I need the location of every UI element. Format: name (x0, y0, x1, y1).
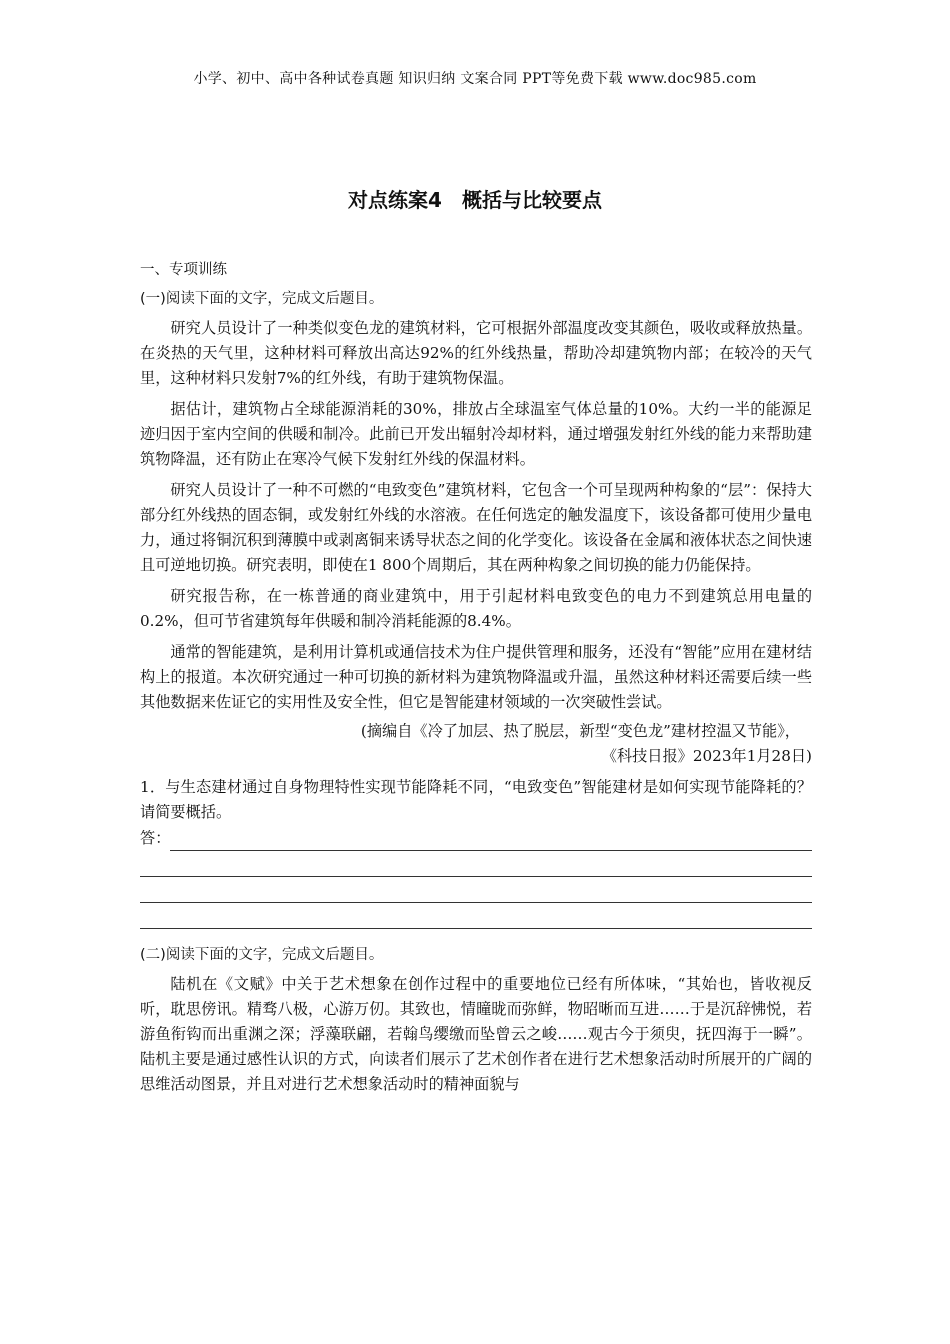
answer-line-4[interactable] (140, 903, 812, 929)
source-citation-line-2: 《科技日报》2023年1月28日) (601, 747, 812, 765)
subsection-heading-2: (二)阅读下面的文字，完成文后题目。 (140, 947, 384, 963)
passage2-paragraph-1: 陆机在《文赋》中关于艺术想象在创作过程中的重要地位已经有所体味，“其始也，皆收视反听，耽思傍讯。精骛八极，心游万仞。其致也，情曈昽而弥鲜，物昭晰而互进……于是沉辞怫悦，若游鱼衔钩而出重渊之深；浮藻联翩，若翰鸟缨缴而坠曾云之峻……观古今于须臾，抚四海于一瞬”。陆机主要是通过感性认识的方式，向读者们展示了艺术创作者在进行艺术想象活动时所展开的广阔的思维活动图景，并且对进行艺术想象活动时的精神面貌与 (140, 975, 812, 1093)
passage-paragraph-3: 研究人员设计了一种不可燃的“电致变色”建筑材料，它包含一个可呈现两种构象的“层”：保持大部分红外线热的固态铜，或发射红外线的水溶液。在任何选定的触发温度下，该设备都可使用少量电力，通过将铜沉积到薄膜中或剥离铜来诱导状态之间的化学变化。该设备在金属和液体状态之间快速且可逆地切换。研究表明，即使在1 800个周期后，其在两种构象之间切换的能力仍能保持。 (140, 481, 812, 574)
passage-paragraph-2: 据估计，建筑物占全球能源消耗的30%，排放占全球温室气体总量的10%。大约一半的能源足迹归因于室内空间的供暖和制冷。此前已开发出辐射冷却材料，通过增强发射红外线的能力来帮助建筑物降温，还有防止在寒冷气候下发射红外线的保温材料。 (140, 400, 812, 468)
answer-line-1[interactable] (170, 832, 812, 851)
passage-paragraph-1: 研究人员设计了一种类似变色龙的建筑材料，它可根据外部温度改变其颜色，吸收或释放热量。在炎热的天气里，这种材料可释放出高达92%的红外线热量，帮助冷却建筑物内部；在较冷的天气里，这种材料只发射7%的红外线，有助于建筑物保温。 (140, 319, 812, 387)
section-heading: 一、专项训练 (140, 262, 227, 278)
document-body (140, 258, 812, 1097)
page-header: 小学、初中、高中各种试卷真题 知识归纳 文案合同 PPT等免费下载 www.doc985.com (193, 71, 757, 87)
source-citation-line-1: (摘编自《冷了加层、热了脱层，新型“变色龙”建材控温又节能》， (360, 722, 800, 740)
answer-line-3[interactable] (140, 877, 812, 903)
passage-paragraph-5: 通常的智能建筑，是利用计算机或通信技术为住户提供管理和服务，还没有“智能”应用在建材结构上的报道。本次研究通过一种可切换的新材料为建筑物降温或升温，虽然这种材料还需要后续一些其他数据来佐证它的实用性及安全性，但它是智能建材领域的一次突破性尝试。 (140, 643, 812, 711)
subsection-heading-1: (一)阅读下面的文字，完成文后题目。 (140, 291, 384, 307)
answer-label: 答： (140, 829, 171, 847)
question-1: 1．与生态建材通过自身物理特性实现节能降耗不同，“电致变色”智能建材是如何实现节能降耗的？请简要概括。 (140, 778, 812, 821)
page-title: 对点练案4 概括与比较要点 (348, 188, 602, 212)
passage-paragraph-4: 研究报告称，在一栋普通的商业建筑中，用于引起材料电致变色的电力不到建筑总用电量的0.2%，但可节省建筑每年供暖和制冷消耗能源的8.4%。 (140, 587, 812, 630)
answer-line-2[interactable] (140, 851, 812, 877)
answer-field[interactable] (140, 825, 812, 851)
